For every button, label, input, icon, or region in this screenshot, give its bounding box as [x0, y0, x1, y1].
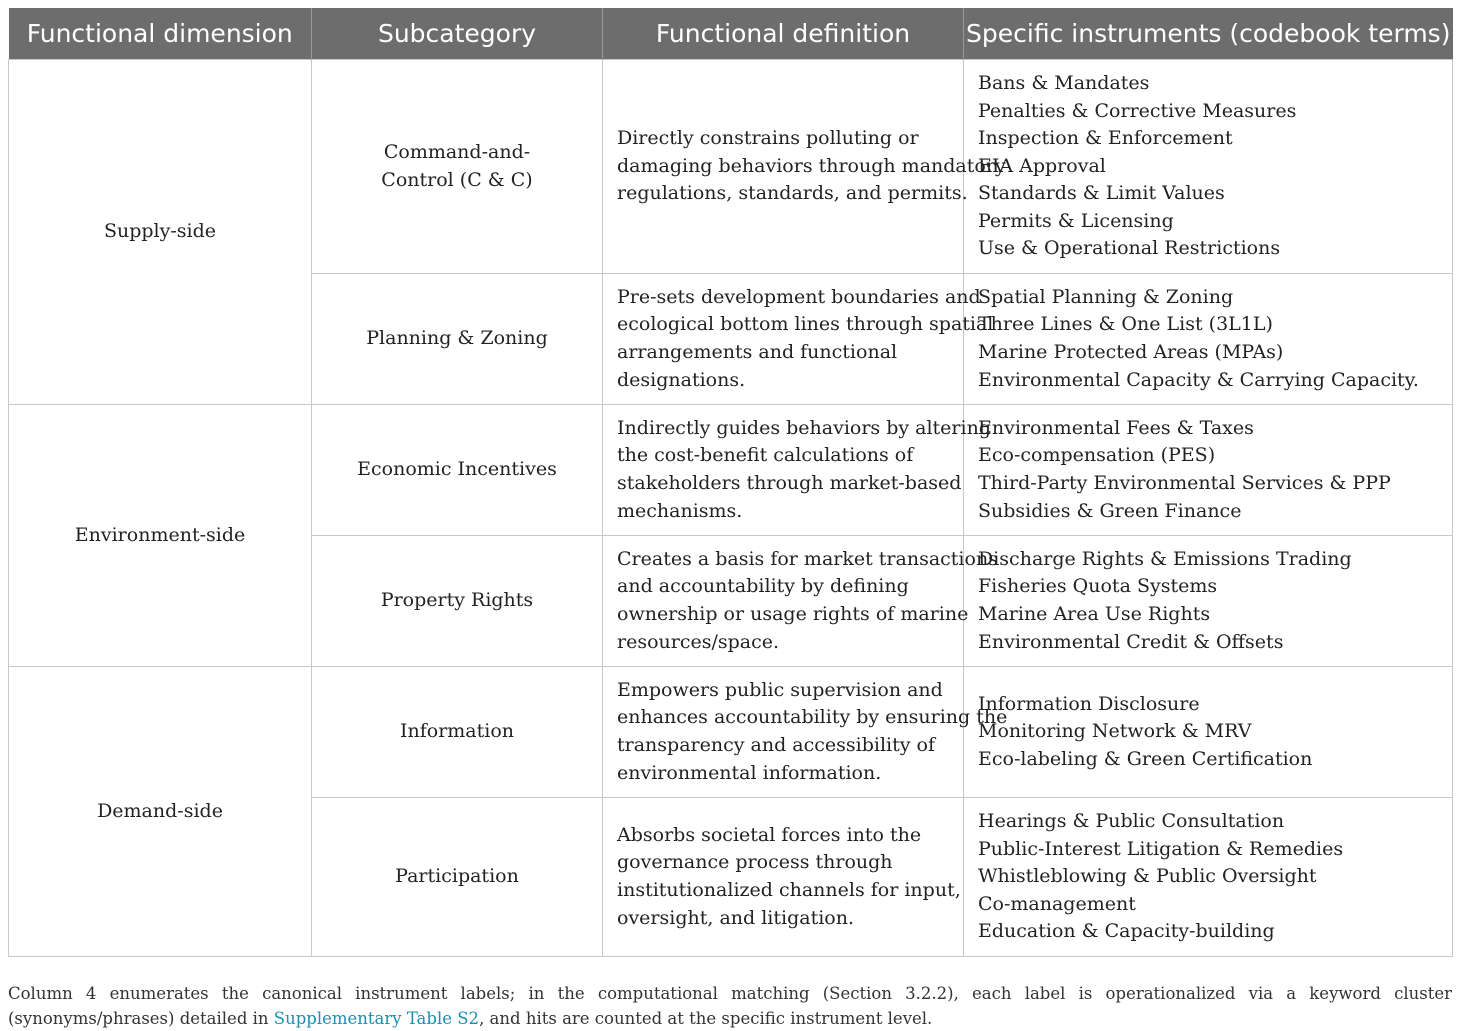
instrument-item: Hearings & Public Consultation [978, 810, 1285, 833]
instrument-item: Inspection & Enforcement [978, 127, 1233, 150]
header-row [9, 8, 1453, 60]
definition-line: Pre-sets development boundaries and [617, 285, 981, 308]
footnote-text-end: , and hits are counted at the specific instrument level. [479, 1008, 933, 1028]
subcategory-cell [312, 405, 603, 536]
instruments-cell [964, 667, 1453, 798]
instrument-item: Monitoring Network & MRV [978, 720, 1252, 743]
instrument-item: Standards & Limit Values [978, 182, 1225, 205]
instrument-item: Eco-compensation (PES) [978, 444, 1216, 467]
instrument-item: Use & Operational Restrictions [978, 237, 1281, 260]
subcategory-cell [312, 667, 603, 798]
definition-line: Empowers public supervision and [617, 678, 943, 701]
footnote-text: Column 4 enumerates the canonical instrument labels; in the computational matching (Section 3.2.2), each label is operationalized via a keyword cluster (synonyms/phrases) detailed in [8, 983, 1452, 1028]
definition-line: transparency and accessibility of [617, 734, 935, 756]
header-functional-dimension: Functional dimension [9, 8, 312, 60]
definition-line: regulations, standards, and permits. [617, 182, 968, 205]
instruments-cell [964, 536, 1453, 667]
instrument-item: Marine Protected Areas (MPAs) [978, 341, 1284, 363]
table-row [9, 667, 1453, 798]
definition-line: designations. [617, 368, 746, 391]
instrument-item: Education & Capacity-building [978, 920, 1275, 943]
instrument-item: Penalties & Corrective Measures [978, 99, 1297, 122]
definition-line: enhances accountability by ensuring the [617, 706, 1008, 729]
instrument-item: Third-Party Environmental Services & PPP [978, 472, 1391, 494]
definition-line: Indirectly guides behaviors by altering [617, 416, 991, 439]
definition-line: institutionalized channels for input, [617, 879, 961, 901]
definition-line: Creates a basis for market transactions [617, 547, 998, 570]
definition-line: oversight, and litigation. [617, 906, 854, 929]
subcategory-cell [312, 274, 603, 405]
instruments-cell [964, 274, 1453, 405]
definition-cell [603, 536, 998, 667]
instrument-item: Eco-labeling & Green Certification [978, 747, 1313, 770]
instrument-item: Discharge Rights & Emissions Trading [978, 547, 1352, 570]
policy-instrument-table [8, 8, 1453, 957]
definition-line: resources/space. [617, 630, 780, 653]
definition-line: arrangements and functional [617, 341, 898, 363]
definition-line: ownership or usage rights of marine [617, 603, 969, 625]
instrument-item: Whistleblowing & Public Oversight [978, 865, 1317, 888]
instrument-item: Information Disclosure [978, 692, 1200, 715]
definition-line: Absorbs societal forces into the [617, 823, 922, 846]
instrument-item: Bans & Mandates [978, 71, 1150, 94]
instrument-item: Three Lines & One List (3L1L) [978, 313, 1273, 336]
definition-cell [603, 798, 964, 957]
header-subcategory: Subcategory [312, 8, 603, 60]
subcategory-line: Information [399, 720, 515, 743]
instrument-item: Environmental Credit & Offsets [978, 630, 1284, 653]
definition-line: damaging behaviors through mandatory [617, 154, 1006, 177]
dimension-supply-side: Supply-side [9, 60, 312, 405]
header-specific-instruments: Specific instruments (codebook terms) [964, 8, 1453, 60]
definition-cell [603, 274, 994, 405]
subcategory-cell [312, 798, 603, 957]
subcategory-line: Property Rights [380, 589, 534, 612]
instruments-cell [964, 405, 1453, 536]
definition-cell [603, 405, 991, 536]
instruments-cell [964, 798, 1453, 957]
instrument-item: Environmental Fees & Taxes [978, 416, 1254, 439]
table-row [9, 60, 1453, 274]
definition-line: and accountability by defining [617, 575, 909, 598]
instrument-item: EIA Approval [978, 154, 1106, 177]
instrument-item: Fisheries Quota Systems [978, 575, 1218, 598]
subcategory-cell [312, 60, 603, 274]
dimension-demand-side: Demand-side [9, 667, 312, 957]
subcategory-cell [312, 536, 603, 667]
definition-line: environmental information. [617, 761, 882, 784]
supplementary-table-link[interactable]: Supplementary Table S2 [273, 1008, 480, 1028]
definition-line: the cost-benefit calculations of [617, 444, 914, 467]
definition-line: Directly constrains polluting or [617, 127, 919, 150]
definition-line: governance process through [617, 851, 893, 874]
instrument-item: Environmental Capacity & Carrying Capacity. [978, 368, 1419, 391]
dimension-environment-side: Environment-side [9, 405, 312, 667]
definition-line: ecological bottom lines through spatial [617, 313, 994, 336]
instrument-item: Spatial Planning & Zoning [978, 285, 1234, 308]
instrument-item: Co-management [978, 892, 1136, 915]
subcategory-line: Participation [395, 865, 519, 888]
table-row [9, 405, 1453, 536]
subcategory-line: Economic Incentives [357, 458, 557, 481]
header-functional-definition: Functional definition [603, 8, 964, 60]
subcategory-line: Planning & Zoning [366, 327, 548, 350]
definition-cell [603, 667, 1008, 798]
table-container [8, 8, 1452, 957]
instruments-cell [964, 60, 1453, 274]
definition-line: mechanisms. [617, 499, 743, 522]
table-footnote [8, 981, 1452, 1031]
instrument-item: Public-Interest Litigation & Remedies [978, 837, 1344, 860]
instrument-item: Permits & Licensing [978, 209, 1174, 232]
definition-line: stakeholders through market-based [617, 472, 962, 494]
instrument-item: Subsidies & Green Finance [978, 499, 1242, 522]
subcategory-line: Command-and- [383, 140, 531, 163]
instrument-item: Marine Area Use Rights [978, 603, 1211, 625]
definition-cell [603, 60, 1006, 274]
subcategory-line: Control (C & C) [381, 168, 533, 191]
